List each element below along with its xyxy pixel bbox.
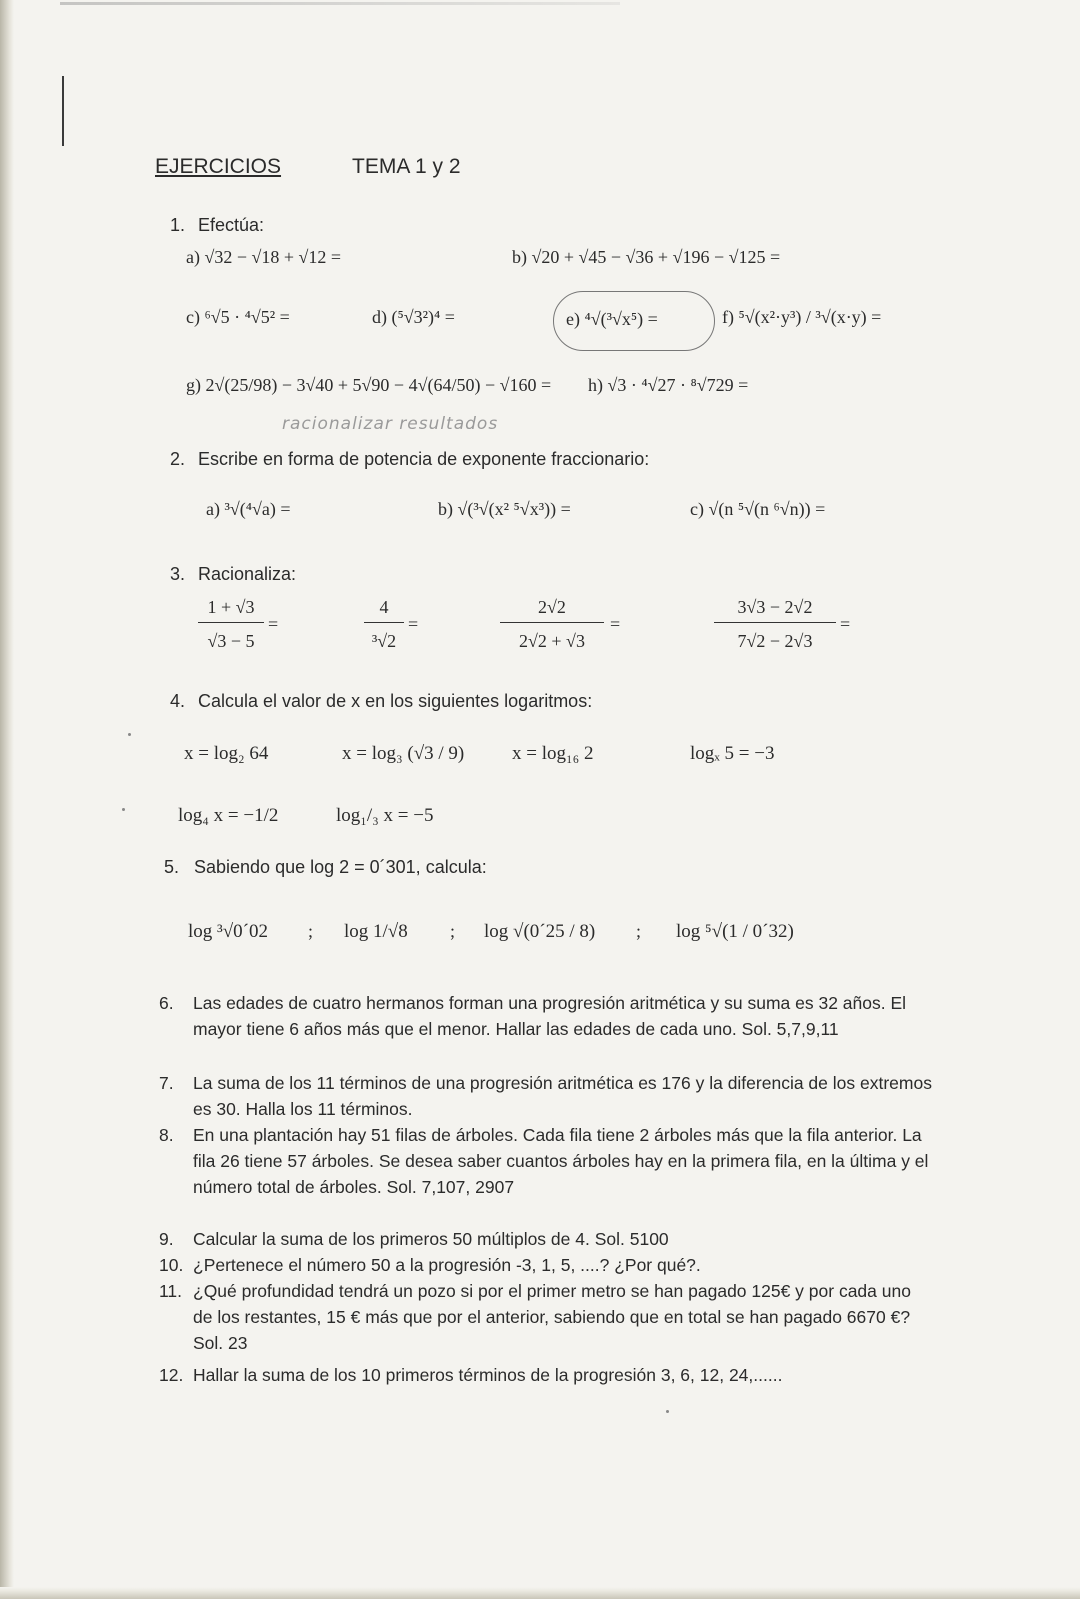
scan-bottom-edge [0, 1587, 1080, 1599]
equals-sign: = [408, 614, 419, 634]
exercise-number: 4. [170, 691, 186, 711]
problem-number: 8. [159, 1125, 174, 1145]
fraction-numerator: 2√2 [538, 597, 566, 617]
exercise-label: Calcula el valor de x en los siguientes logaritmos: [198, 691, 593, 711]
fraction-denominator: 7√2 − 2√3 [737, 631, 813, 651]
problem-item [159, 1226, 933, 1252]
exercise-item: g) 2√(25/98) − 3√40 + 5√90 − 4√(64/50) − √160 = [186, 375, 552, 395]
exercise-item: c) √(n ⁵√(n ⁶√n)) = [690, 499, 826, 519]
exercise-label: Efectúa: [198, 215, 265, 235]
problem-number: 12. [159, 1365, 184, 1385]
scan-speck [666, 1410, 669, 1413]
separator: ; [450, 921, 456, 941]
exercise-item: x = log₁₆ 2 [512, 743, 594, 764]
problem-text: Hallar la suma de los 10 primeros términos de la progresión 3, 6, 12, 24,...... [193, 1365, 783, 1385]
separator: ; [308, 921, 314, 941]
exercise-item: b) √20 + √45 − √36 + √196 − √125 = [512, 247, 781, 267]
exercise-number: 2. [170, 449, 186, 469]
exercise-item: log₁/₃ x = −5 [336, 805, 434, 826]
fraction-numerator: 1 + √3 [207, 597, 255, 617]
exercise-item: x = log₃ (√3 / 9) [342, 743, 465, 764]
problem-text: La suma de los 11 términos de una progresión aritmética es 176 y la diferencia de los extremos es 30. Halla los 11 términos. [193, 1073, 932, 1119]
problem-number: 9. [159, 1229, 174, 1249]
exercise-item: d) (⁵√3²)⁴ = [372, 307, 455, 327]
exercise-number: 5. [164, 857, 180, 877]
exercise-item: f) ⁵√(x²·y³) / ³√(x·y) = [722, 307, 882, 327]
page-subtitle: TEMA 1 y 2 [352, 155, 461, 178]
exercise-item: a) √32 − √18 + √12 = [186, 247, 342, 267]
fraction-denominator: √3 − 5 [207, 631, 255, 651]
problem-number: 6. [159, 993, 174, 1013]
exercise-label: Sabiendo que log 2 = 0´301, calcula: [194, 857, 487, 877]
problem-item [159, 1122, 933, 1200]
separator: ; [636, 921, 642, 941]
scan-left-edge [0, 0, 14, 1599]
problem-item [159, 1278, 933, 1356]
exercise-item: logₓ 5 = −3 [690, 743, 775, 764]
problem-text: Calcular la suma de los primeros 50 múltiplos de 4. Sol. 5100 [193, 1229, 669, 1249]
fraction-bar [198, 622, 264, 623]
fraction-numerator: 3√3 − 2√2 [737, 597, 813, 617]
equals-sign: = [840, 614, 851, 634]
exercise-item: log ³√0´02 [188, 921, 268, 942]
problem-text: Las edades de cuatro hermanos forman una progresión aritmética y su suma es 32 años. El mayor tiene 6 años más que el menor. Hallar las edades de cada uno. Sol. 5,7,9,11 [193, 993, 907, 1039]
exercise-item: b) √(³√(x² ⁵√x³)) = [438, 499, 571, 519]
page-title: EJERCICIOS [155, 155, 282, 178]
problem-number: 7. [159, 1073, 174, 1093]
problem-text: ¿Pertenece el número 50 a la progresión -3, 1, 5, ....? ¿Por qué?. [193, 1255, 701, 1275]
exercise-label: Racionaliza: [198, 564, 297, 584]
exercise-item: log √(0´25 / 8) [484, 921, 596, 942]
problem-number: 11. [159, 1281, 183, 1301]
exercise-item: log 1/√8 [344, 921, 408, 942]
problem-number: 10. [159, 1255, 184, 1275]
exercise-item: a) ³√(⁴√a) = [206, 499, 291, 519]
scan-speck [122, 808, 125, 811]
problem-item [159, 1252, 933, 1278]
exercise-item: x = log₂ 64 [184, 743, 269, 764]
problem-text: ¿Qué profundidad tendrá un pozo si por el primer metro se han pagado 125€ y por cada uno de los restantes, 15 € más que por el anterior, sabiendo que en total se han pagado 6670 €? Sol. 23 [193, 1281, 911, 1353]
problem-item [159, 990, 933, 1042]
fraction-denominator: ³√2 [371, 631, 397, 651]
fraction-bar [500, 622, 604, 623]
exercise-number: 3. [170, 564, 186, 584]
exercise-item: e) ⁴√(³√x⁵) = [566, 309, 658, 329]
equals-sign: = [610, 614, 621, 634]
scan-top-edge [60, 2, 620, 5]
exercise-item: log₄ x = −1/2 [178, 805, 279, 826]
exercise-item: log ⁵√(1 / 0´32) [676, 921, 794, 942]
exercise-item: h) √3 · ⁴√27 · ⁸√729 = [588, 375, 749, 395]
fraction-numerator: 4 [379, 597, 389, 617]
fraction-bar [714, 622, 836, 623]
problem-item [159, 1070, 933, 1122]
problem-item [159, 1356, 905, 1394]
scan-speck [128, 733, 131, 736]
exercise-number: 1. [170, 215, 186, 235]
exercise-label: Escribe en forma de potencia de exponente fraccionario: [198, 449, 650, 469]
equals-sign: = [268, 614, 279, 634]
fraction-denominator: 2√2 + √3 [519, 631, 585, 651]
margin-mark [62, 76, 64, 146]
fraction-bar [364, 622, 404, 623]
exercise-item: c) ⁶√5 · ⁴√5² = [186, 307, 290, 327]
handwritten-note: racionalizar resultados [282, 414, 499, 434]
problem-text: En una plantación hay 51 filas de árboles. Cada fila tiene 2 árboles más que la fila anterior. La fila 26 tiene 57 árboles. Se desea saber cuantos árboles hay en la primera fila, en la última y el número total de árboles. Sol. 7,107, 2907 [193, 1125, 929, 1197]
